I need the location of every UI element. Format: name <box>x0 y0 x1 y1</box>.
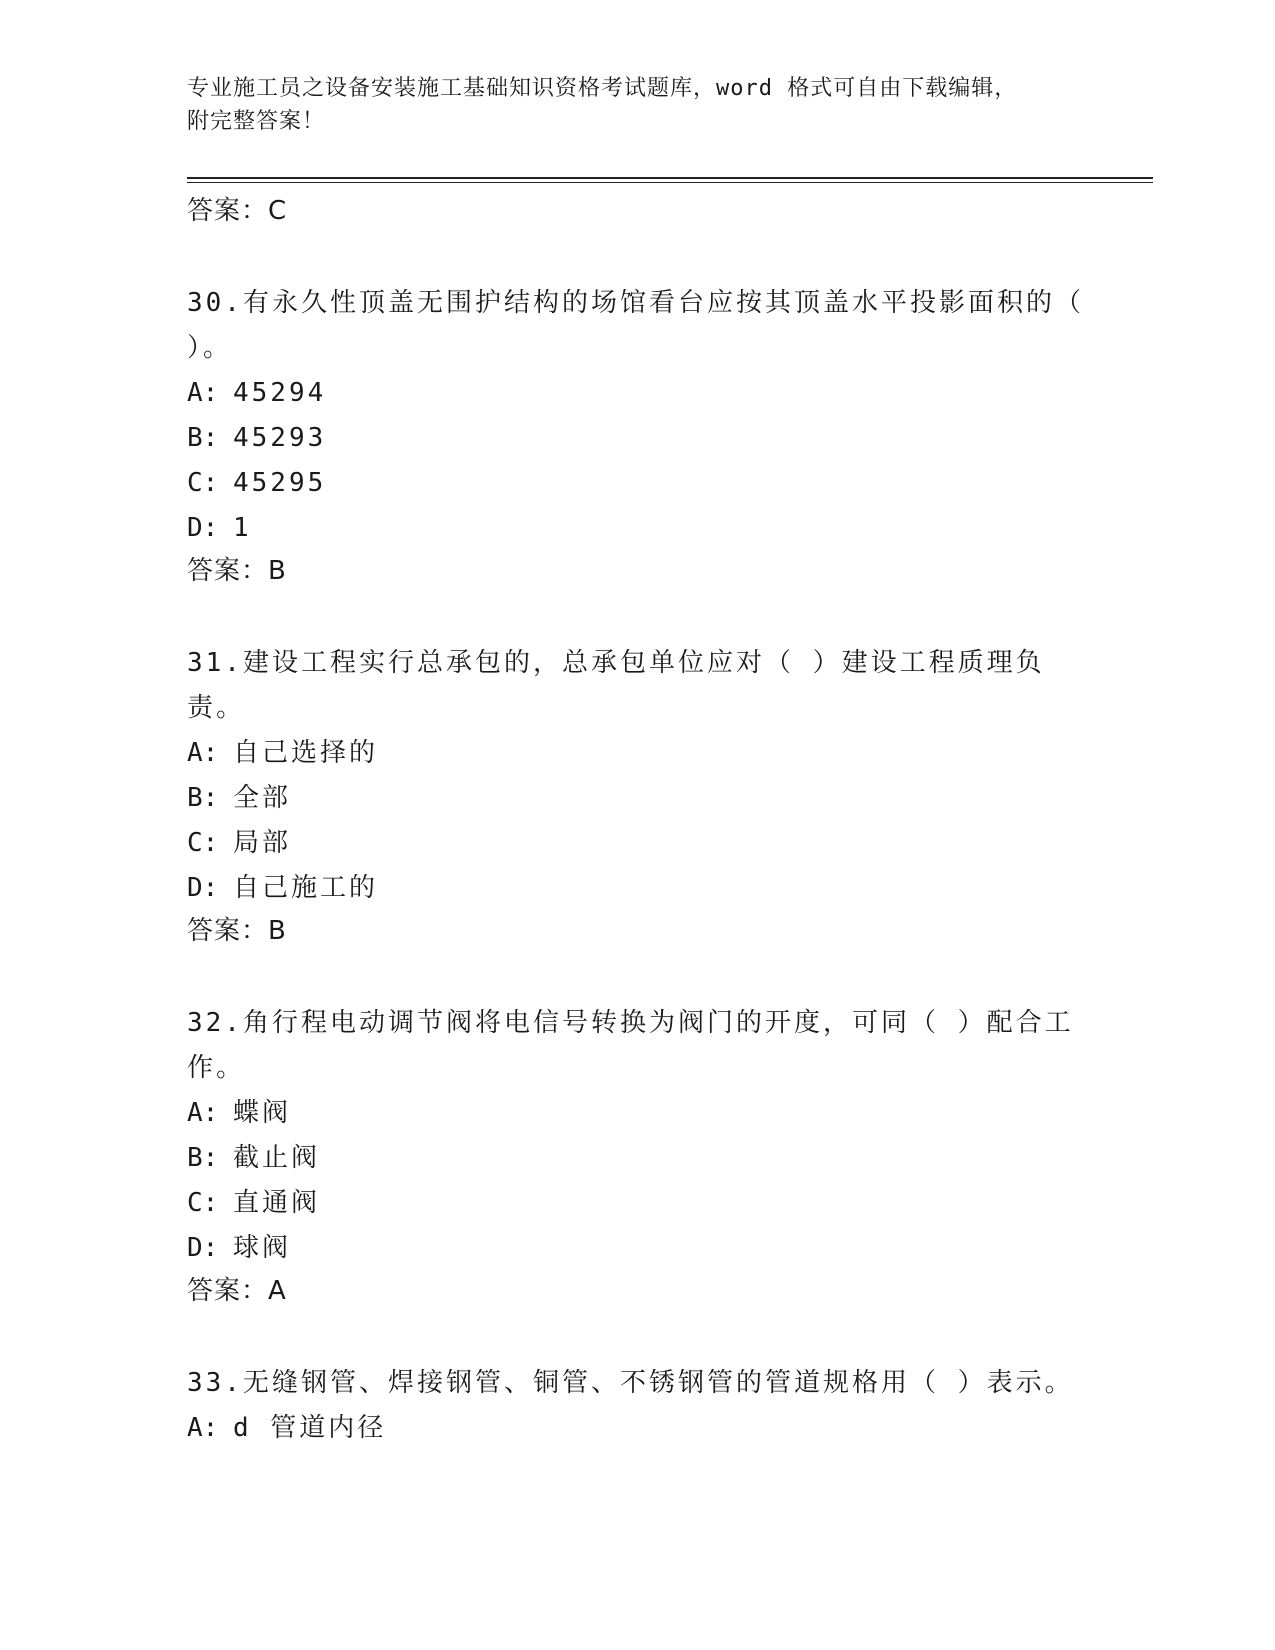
header-title-line-1: 专业施工员之设备安装施工基础知识资格考试题库，word 格式可自由下载编辑， <box>187 76 1018 101</box>
question-list <box>187 193 1087 1451</box>
option-a <box>187 1091 1087 1136</box>
option-c <box>187 821 1087 866</box>
answer-line: 答案：B <box>187 556 287 586</box>
option-label: D: <box>187 873 219 903</box>
header-divider-thin <box>187 182 1153 183</box>
option-label: B: <box>187 1143 219 1173</box>
option-c <box>187 461 1087 506</box>
option-label: A: <box>187 1098 219 1128</box>
header-title-line-2: 附完整答案！ <box>187 109 326 134</box>
option-d <box>187 506 1087 551</box>
option-label: A: <box>187 378 219 408</box>
option-label: B: <box>187 423 219 453</box>
option-text: 截止阀 <box>233 1143 321 1173</box>
option-c <box>187 1181 1087 1226</box>
document-header <box>187 72 1067 138</box>
option-label: C: <box>187 468 219 498</box>
option-label: D: <box>187 1233 219 1263</box>
option-b <box>187 416 1087 461</box>
option-a <box>187 1406 1087 1451</box>
answer-line: 答案：B <box>187 916 287 946</box>
question-33 <box>187 1361 1087 1451</box>
question-30 <box>187 281 1087 589</box>
option-text: 蝶阀 <box>233 1098 292 1128</box>
option-text: 自己选择的 <box>233 738 379 768</box>
option-text: 45293 <box>233 423 327 453</box>
option-label: D: <box>187 513 219 543</box>
option-text: 球阀 <box>233 1233 292 1263</box>
question-text: 33.无缝钢管、焊接钢管、铜管、不锈钢管的管道规格用（ ）表示。 <box>187 1368 1074 1398</box>
answer-line: 答案：C <box>187 196 288 226</box>
option-a <box>187 371 1087 416</box>
header-divider-thick <box>187 177 1153 179</box>
option-text: 自己施工的 <box>233 873 379 903</box>
option-text: 45295 <box>233 468 327 498</box>
question-31 <box>187 641 1087 949</box>
option-text: d 管道内径 <box>233 1413 387 1443</box>
option-d <box>187 1226 1087 1271</box>
option-d <box>187 866 1087 911</box>
option-text: 全部 <box>233 783 292 813</box>
question-text: 31.建设工程实行总承包的，总承包单位应对（ ）建设工程质理负责。 <box>187 648 1045 723</box>
question-32 <box>187 1001 1087 1309</box>
option-text: 45294 <box>233 378 327 408</box>
option-label: A: <box>187 1413 219 1443</box>
option-b <box>187 1136 1087 1181</box>
option-text: 直通阀 <box>233 1188 321 1218</box>
option-label: A: <box>187 738 219 768</box>
option-b <box>187 776 1087 821</box>
answer-line: 答案：A <box>187 1276 287 1306</box>
option-text: 局部 <box>233 828 292 858</box>
option-text: 1 <box>233 513 252 543</box>
question-text: 32.角行程电动调节阀将电信号转换为阀门的开度，可同（ ）配合工作。 <box>187 1008 1074 1083</box>
option-label: C: <box>187 1188 219 1218</box>
question-text: 30.有永久性顶盖无围护结构的场馆看台应按其顶盖水平投影面积的（ ）。 <box>187 288 1084 363</box>
option-label: C: <box>187 828 219 858</box>
option-a <box>187 731 1087 776</box>
option-label: B: <box>187 783 219 813</box>
